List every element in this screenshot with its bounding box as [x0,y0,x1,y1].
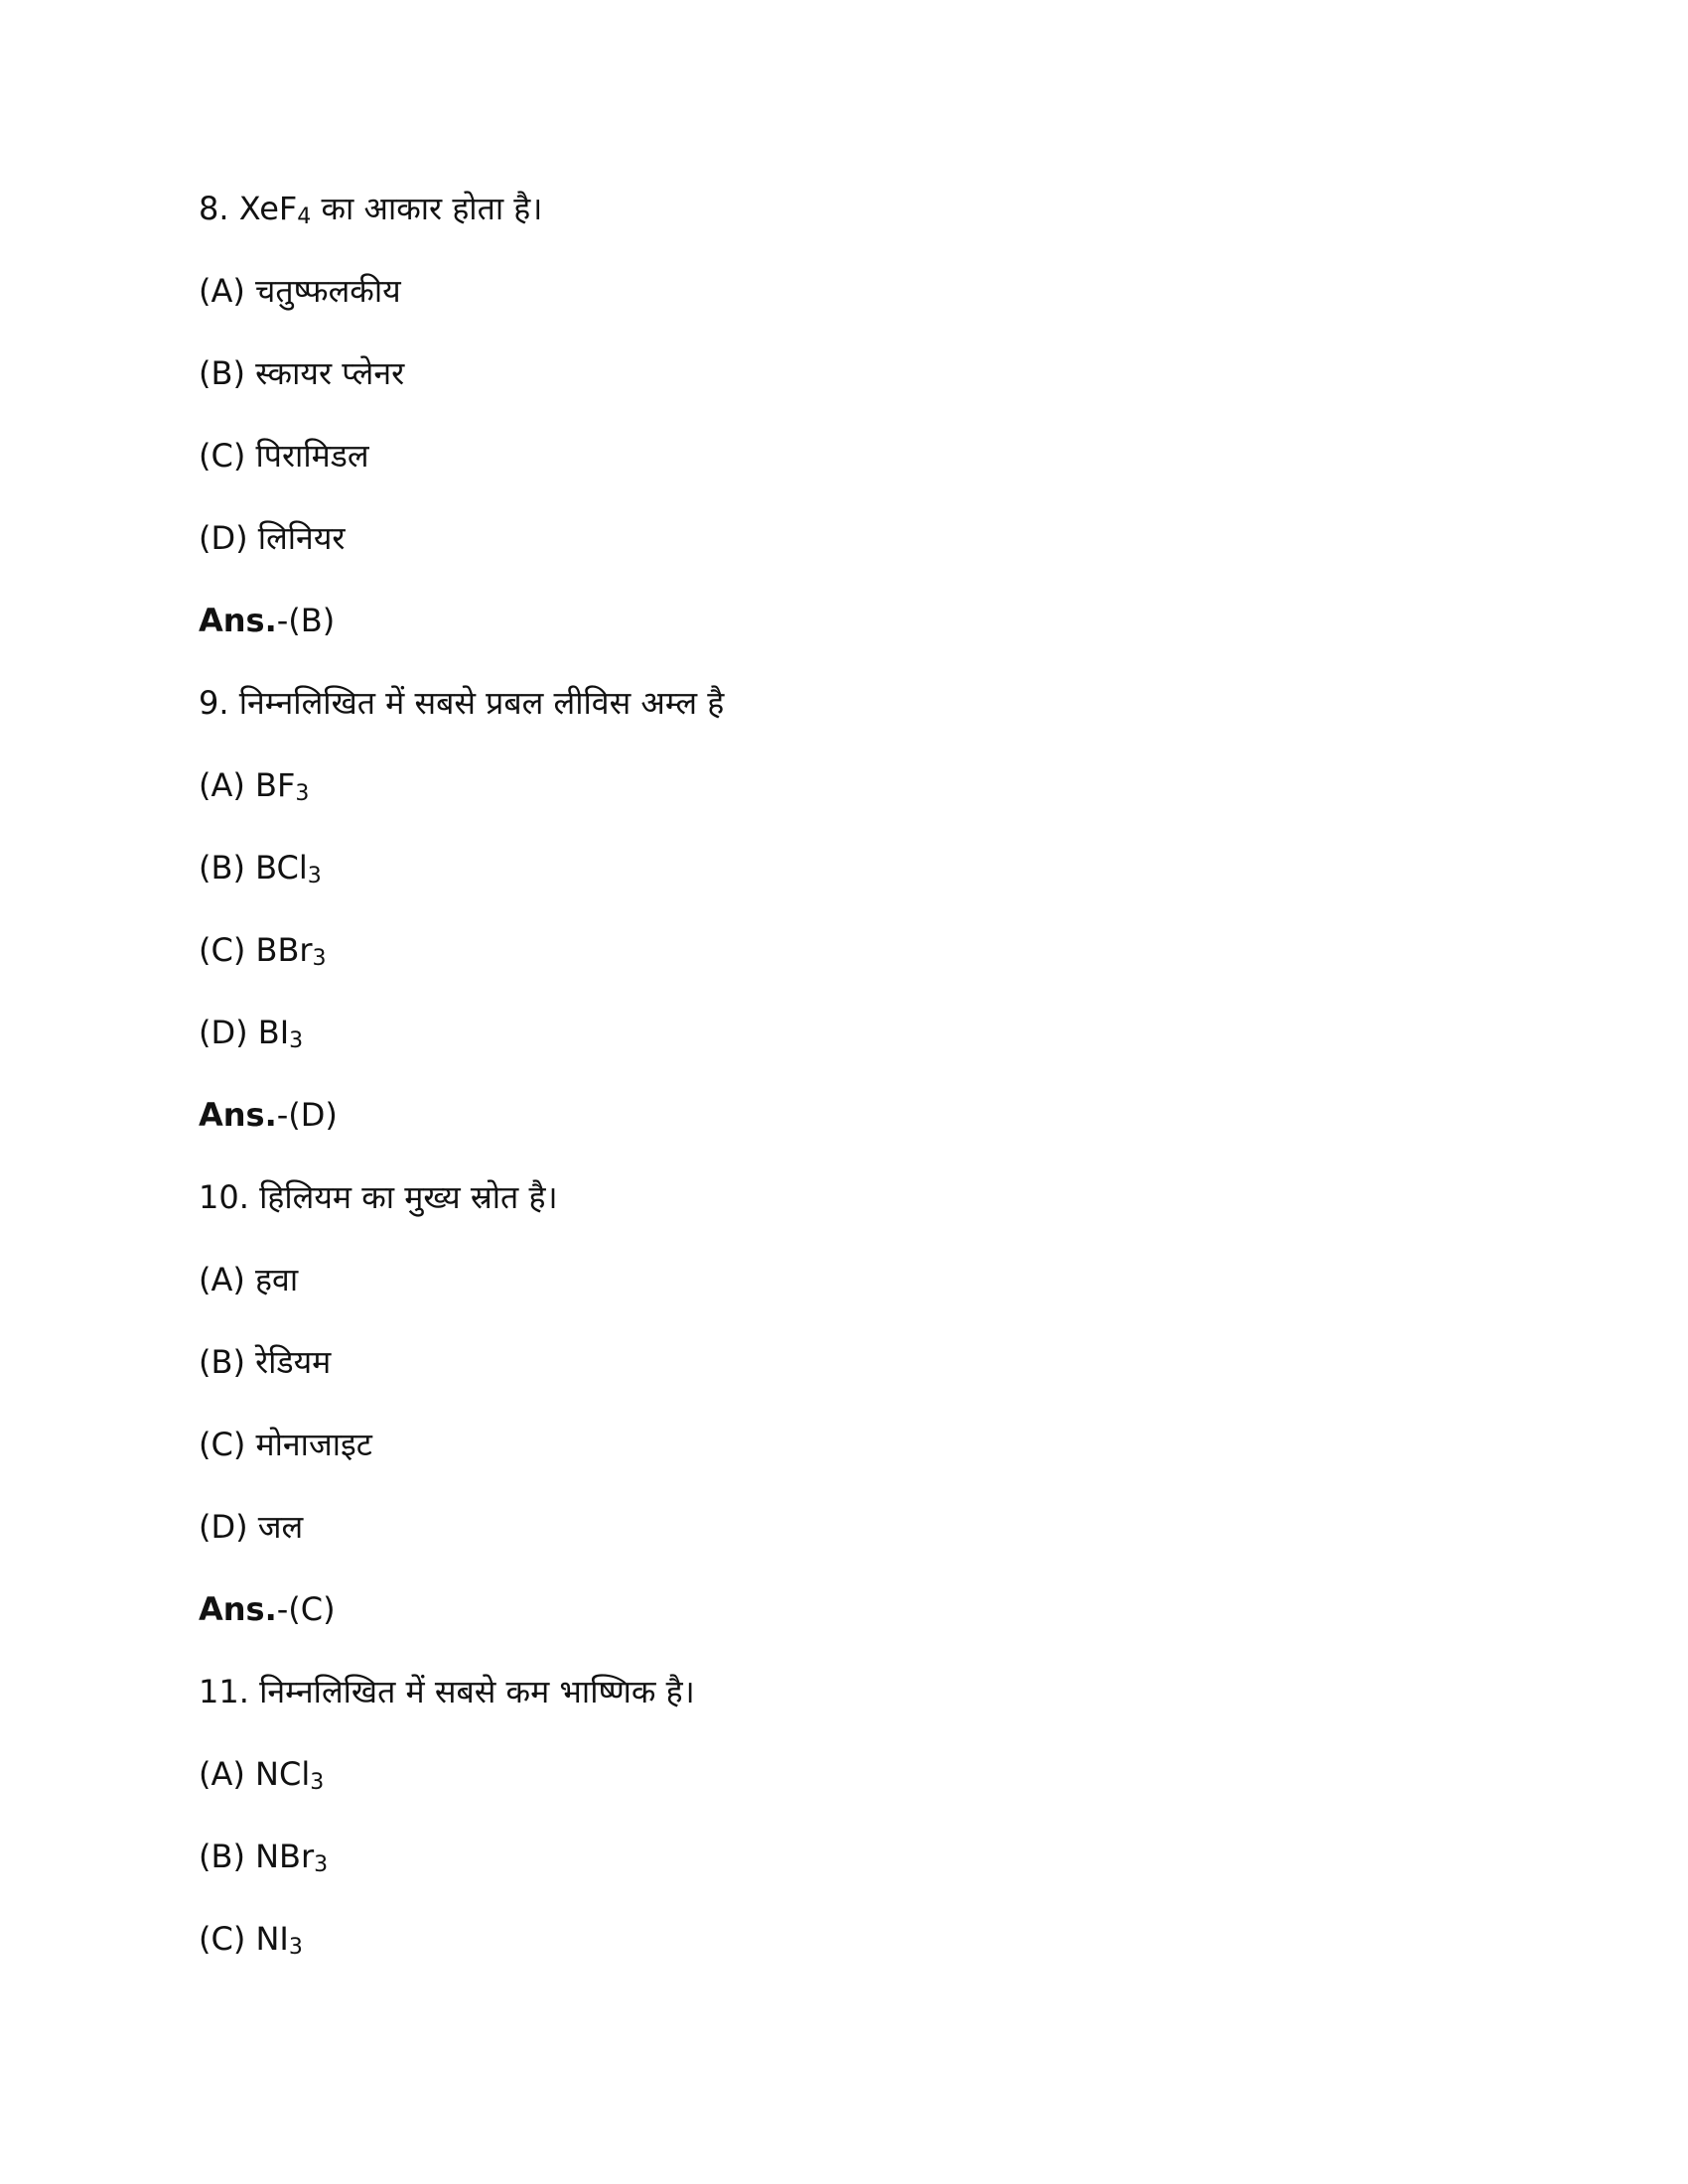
question-text: XeF [238,190,298,227]
option-text: लिनियर [257,519,346,557]
question-number: 10. [199,1178,249,1216]
option-subscript: 3 [295,781,310,806]
question-text-tail: का आकार होता है। [311,190,543,227]
option-label: (A) [199,766,245,804]
question-text: निम्नलिखित में सबसे कम भाष्णिक है। [259,1673,695,1710]
option-subscript: 3 [310,1770,325,1795]
option-subscript: 3 [307,864,322,888]
option-c [199,1423,1489,1466]
question-subscript: 4 [297,205,312,229]
option-text: हवा [255,1261,299,1298]
option-text: NI [255,1920,289,1958]
answer-label: Ans. [199,1096,277,1134]
option-text: BBr [255,931,313,969]
question-8 [199,187,1489,230]
option-d [199,516,1489,560]
option-text: NCl [255,1755,311,1793]
option-label: (A) [199,272,245,310]
option-text: चतुष्फलकीय [255,272,401,310]
option-a [199,1258,1489,1301]
option-c [199,434,1489,478]
option-text: मोनाजाइट [255,1426,372,1463]
option-text: पिरामिडल [255,437,369,475]
option-text: जल [257,1508,304,1546]
option-label: (C) [199,1426,246,1463]
option-label: (C) [199,1920,246,1958]
answer-value: -(D) [276,1096,338,1134]
option-a [199,269,1489,313]
option-text: रेडियम [255,1343,332,1381]
option-d [199,1505,1489,1549]
option-text: BI [257,1014,290,1051]
option-c [199,1917,1489,1961]
question-number: 8. [199,190,229,227]
option-label: (B) [199,849,245,887]
option-d [199,1011,1489,1054]
option-b [199,1835,1489,1878]
option-text: BCl [255,849,308,887]
option-b [199,1340,1489,1384]
answer-line [199,1093,1489,1137]
option-subscript: 3 [312,946,327,971]
question-9 [199,681,1489,725]
document-page [199,187,1489,1999]
option-b [199,846,1489,889]
option-label: (A) [199,1261,245,1298]
option-label: (B) [199,1838,245,1875]
option-text: BF [255,766,296,804]
answer-line [199,1587,1489,1631]
option-label: (D) [199,1014,248,1051]
option-a [199,763,1489,807]
question-number: 11. [199,1673,249,1710]
answer-value: -(C) [276,1590,336,1628]
question-11 [199,1670,1489,1713]
question-10 [199,1175,1489,1219]
option-subscript: 3 [288,1935,303,1960]
question-text: निम्नलिखित में सबसे प्रबल लीविस अम्ल है [238,684,725,722]
option-subscript: 3 [289,1028,304,1053]
answer-label: Ans. [199,1590,277,1628]
option-text: स्कायर प्लेनर [255,354,405,392]
option-label: (D) [199,1508,248,1546]
option-label: (C) [199,437,246,475]
option-label: (B) [199,354,245,392]
answer-line [199,599,1489,642]
option-b [199,351,1489,395]
option-a [199,1752,1489,1796]
option-label: (C) [199,931,246,969]
question-number: 9. [199,684,229,722]
option-subscript: 3 [314,1852,329,1877]
question-text: हिलियम का मुख्य स्रोत है। [259,1178,558,1216]
answer-label: Ans. [199,602,277,639]
option-label: (A) [199,1755,245,1793]
option-label: (D) [199,519,248,557]
answer-value: -(B) [276,602,336,639]
option-c [199,928,1489,972]
option-text: NBr [255,1838,315,1875]
option-label: (B) [199,1343,245,1381]
